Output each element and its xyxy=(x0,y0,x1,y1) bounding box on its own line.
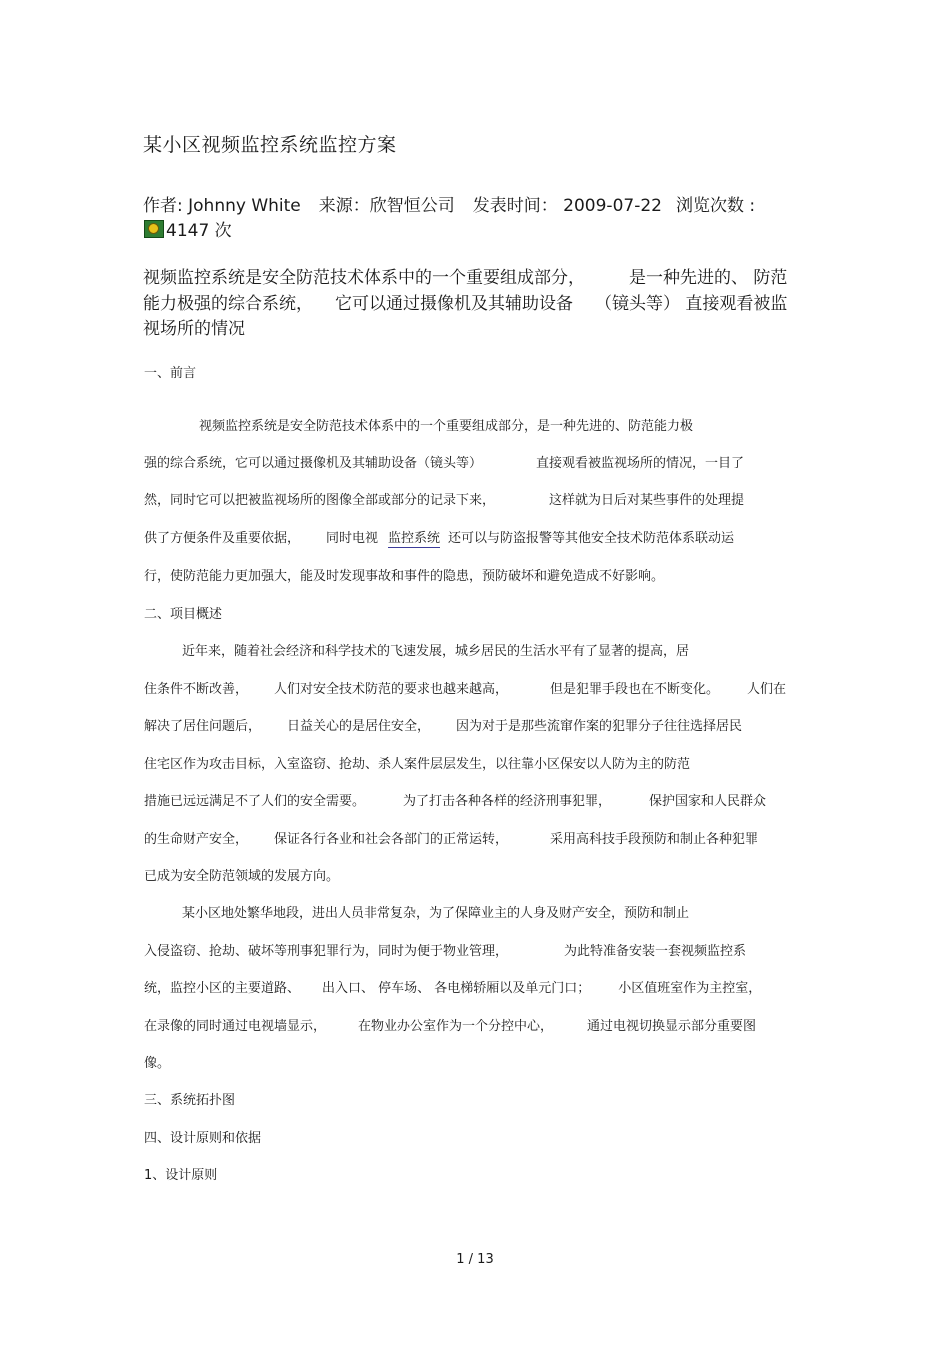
body-line: 住宅区作为攻击目标，入室盗窃、抢劫、杀人案件层层发生，以往靠小区保安以人防为主的防范 xyxy=(144,757,691,772)
intro-line xyxy=(143,289,787,314)
body-line xyxy=(144,527,734,546)
body-text: 统，监控小区的主要道路、 xyxy=(144,981,301,996)
body-line xyxy=(144,977,761,996)
body-line: 近年来，随着社会经济和科学技术的飞速发展，城乡居民的生活水平有了显著的提高，居 xyxy=(182,644,690,659)
intro-line: 视场所的情况 xyxy=(143,319,245,339)
body-text: 为此特准备安装一套视频监控系 xyxy=(564,944,747,959)
section-heading-overview: 二、项目概述 xyxy=(144,607,223,622)
article-meta xyxy=(143,191,755,216)
page-title: 某小区视频监控系统监控方案 xyxy=(143,134,397,156)
body-text: 的生命财产安全， xyxy=(144,832,249,847)
intro-text: 视频监控系统是安全防范技术体系中的一个重要组成部分， xyxy=(143,268,585,288)
intro-line xyxy=(143,263,787,288)
body-text: 出入口、 停车场、 各电梯轿厢以及单元门口； xyxy=(322,981,591,996)
body-line: 视频监控系统是安全防范技术体系中的一个重要组成部分，是一种先进的、防范能力极 xyxy=(199,419,694,434)
body-text: 保证各行各业和社会各部门的正常运转， xyxy=(274,832,509,847)
body-text: 入侵盗窃、抢劫、破坏等刑事犯罪行为，同时为便于物业管理， xyxy=(144,944,509,959)
body-text: 在录像的同时通过电视墙显示， xyxy=(144,1019,327,1034)
body-text: 直接观看被监视场所的情况，一目了 xyxy=(536,456,745,471)
intro-text: 它可以通过摄像机及其辅助设备 xyxy=(335,294,573,314)
body-text: 强的综合系统，它可以通过摄像机及其辅助设备（镜头等） xyxy=(144,456,483,471)
body-text: 解决了居住问题后， xyxy=(144,719,262,734)
body-text: 小区值班室作为主控室， xyxy=(618,981,762,996)
body-line xyxy=(144,828,758,847)
body-text: 这样就为日后对某些事件的处理提 xyxy=(549,493,745,508)
body-text: 通过电视切换显示部分重要图 xyxy=(587,1019,757,1034)
body-text: 保护国家和人民群众 xyxy=(649,794,767,809)
body-line: 像。 xyxy=(144,1056,171,1071)
body-text: 同时电视 xyxy=(326,531,379,546)
body-text: 在物业办公室作为一个分控中心， xyxy=(358,1019,554,1034)
body-text: 日益关心的是居住安全， xyxy=(287,719,431,734)
section-heading-preface: 一、前言 xyxy=(144,366,197,381)
body-text: 供了方便条件及重要依据， xyxy=(144,531,301,546)
body-text: 人们在 xyxy=(747,682,787,697)
page-number: 1 / 13 xyxy=(456,1252,494,1267)
subsection-heading-principles: 1、设计原则 xyxy=(144,1168,218,1183)
body-text: 因为对于是那些流窜作案的犯罪分子往往选择居民 xyxy=(456,719,743,734)
monitoring-system-link[interactable]: 监控系统 xyxy=(388,531,441,546)
publish-date: 发表时间： 2009-07-22 xyxy=(472,196,662,216)
body-line: 某小区地处繁华地段，进出人员非常复杂，为了保障业主的人身及财产安全，预防和制止 xyxy=(182,906,690,921)
body-text: 为了打击各种各样的经济刑事犯罪， xyxy=(403,794,612,809)
author: 作者: Johnny White xyxy=(143,196,301,216)
body-text: 然，同时它可以把被监视场所的图像全部或部分的记录下来， xyxy=(144,493,496,508)
body-line: 行，使防范能力更加强大，能及时发现事故和事件的隐患，预防破坏和避免造成不好影响。 xyxy=(144,569,665,584)
section-heading-design: 四、设计原则和依据 xyxy=(144,1131,262,1146)
body-text: 人们对安全技术防范的要求也越来越高， xyxy=(274,682,509,697)
body-text: 但是犯罪手段也在不断变化。 xyxy=(550,682,720,697)
views-count-row xyxy=(144,216,232,241)
body-line xyxy=(144,715,742,734)
body-text: 住条件不断改善， xyxy=(144,682,249,697)
intro-text: 能力极强的综合系统， xyxy=(143,294,313,314)
intro-text: 是一种先进的、 防范 xyxy=(629,268,788,288)
body-line xyxy=(144,940,746,959)
body-line xyxy=(144,1015,756,1034)
intro-text: （镜头等） 直接观看被监 xyxy=(595,294,788,314)
views-count: 4147 次 xyxy=(166,221,232,241)
body-line xyxy=(144,452,744,471)
body-line: 已成为安全防范领域的发展方向。 xyxy=(144,869,340,884)
body-line xyxy=(144,678,786,697)
body-line xyxy=(144,790,766,809)
source: 来源：欣智恒公司 xyxy=(318,196,455,216)
views-icon xyxy=(144,220,164,238)
body-line xyxy=(144,489,744,508)
views-label: 浏览次数 : xyxy=(675,196,756,216)
body-text: 采用高科技手段预防和制止各种犯罪 xyxy=(550,832,759,847)
body-text: 还可以与防盗报警等其他安全技术防范体系联动运 xyxy=(448,531,735,546)
section-heading-topology: 三、系统拓扑图 xyxy=(144,1093,236,1108)
body-text: 措施已远远满足不了人们的安全需要。 xyxy=(144,794,366,809)
